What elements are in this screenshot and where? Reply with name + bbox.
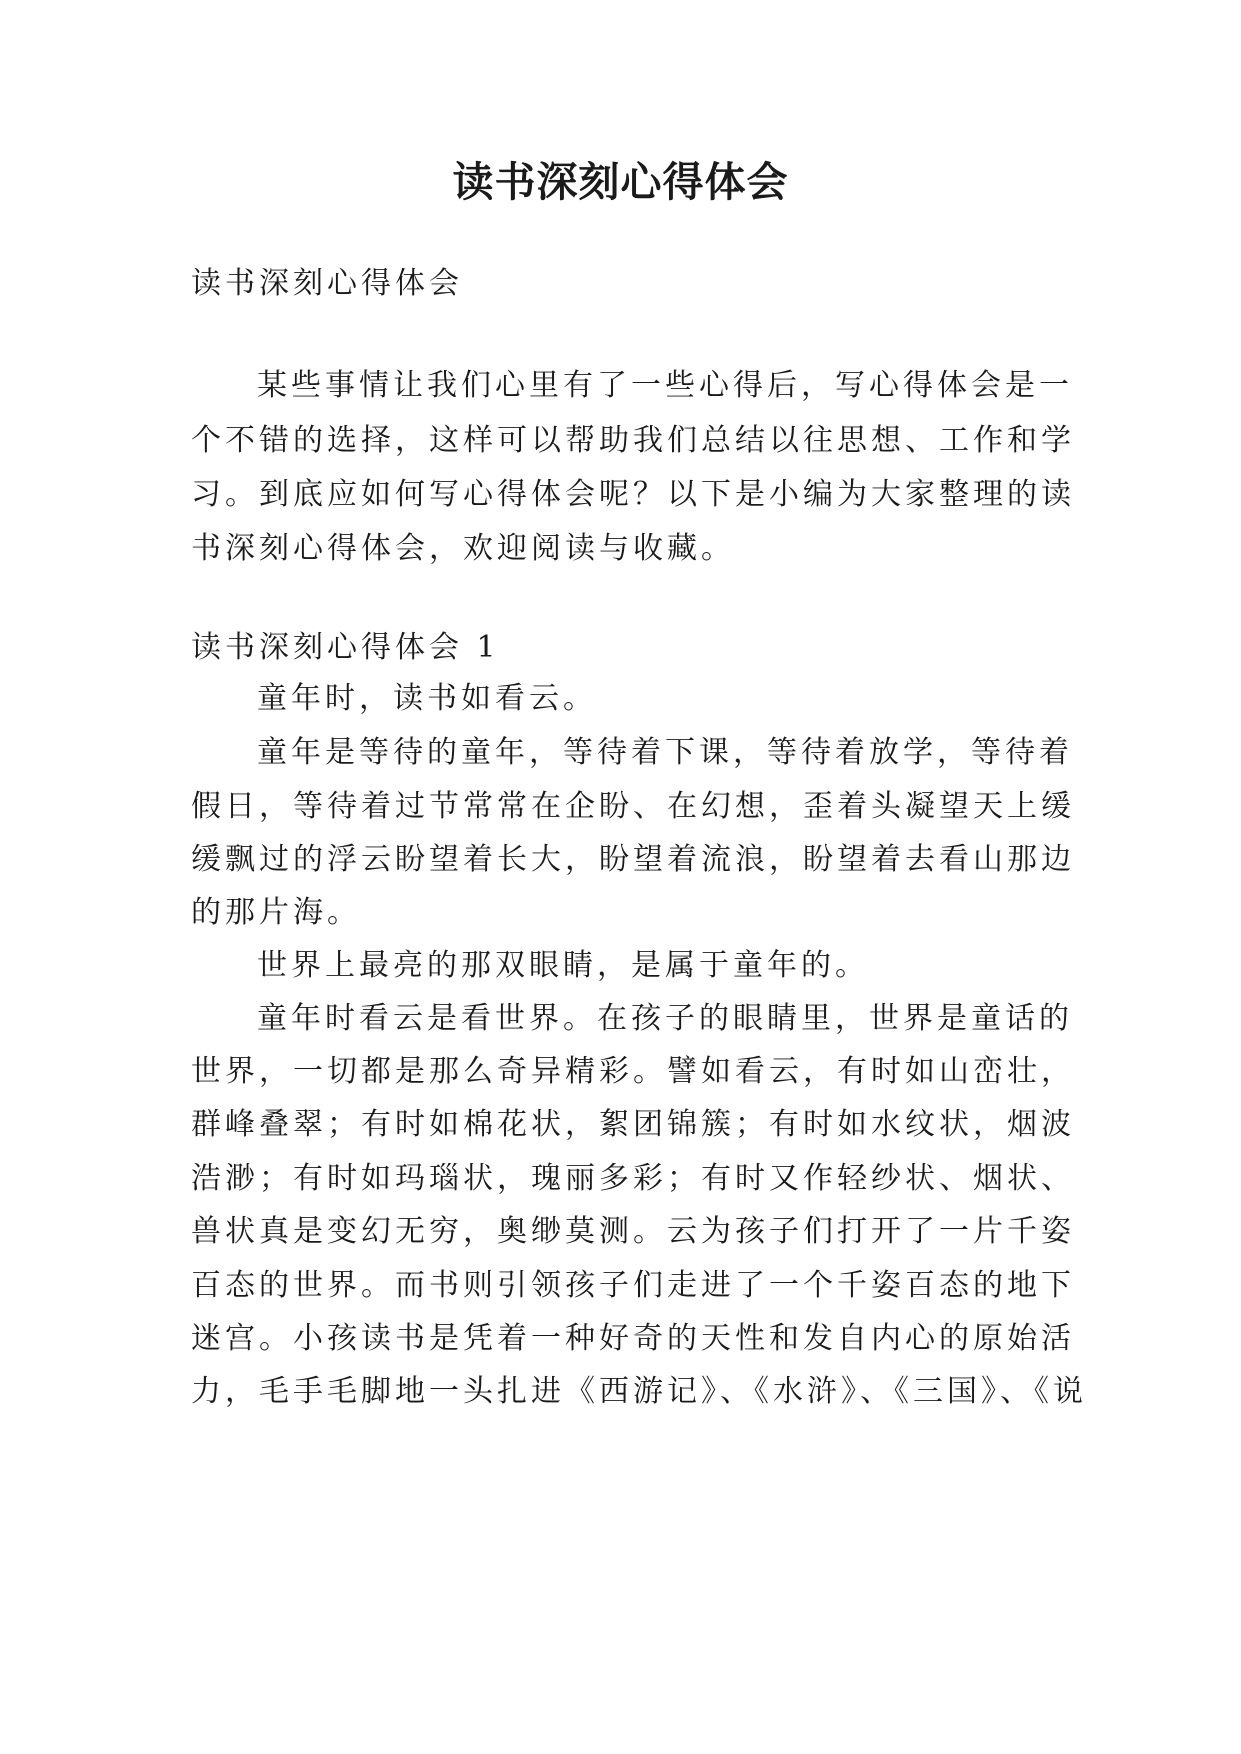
body-line: 百态的世界。而书则引领孩子们走进了一个千姿百态的地下 [191,1268,1075,1303]
body-line: 兽状真是变幻无穷，奥缈莫测。云为孩子们打开了一片千姿 [191,1214,1075,1249]
intro-line: 个不错的选择，这样可以帮助我们总结以往思想、工作和学 [191,423,1075,458]
section-heading: 读书深刻心得体会 1 [191,630,500,665]
body-line: 缓飘过的浮云盼望着长大，盼望着流浪，盼望着去看山那边 [191,842,1075,877]
body-line: 迷宫。小孩读书是凭着一种好奇的天性和发自内心的原始活 [191,1321,1075,1356]
body-line: 世界，一切都是那么奇异精彩。譬如看云，有时如山峦壮， [191,1054,1075,1089]
document-title: 读书深刻心得体会 [452,158,789,206]
body-line: 童年时看云是看世界。在孩子的眼睛里，世界是童话的 [257,1001,1073,1036]
document-subtitle: 读书深刻心得体会 [191,266,463,301]
body-line: 童年是等待的童年，等待着下课，等待着放学，等待着 [257,735,1073,770]
body-line: 童年时，读书如看云。 [257,681,597,716]
intro-line: 某些事情让我们心里有了一些心得后，写心得体会是一 [257,368,1073,403]
body-line: 群峰叠翠；有时如棉花状，絮团锦簇；有时如水纹状，烟波 [191,1107,1075,1142]
intro-line: 习。到底应如何写心得体会呢？以下是小编为大家整理的读 [191,477,1075,512]
body-line: 世界上最亮的那双眼睛，是属于童年的。 [257,948,869,983]
body-line: 浩渺；有时如玛瑙状，瑰丽多彩；有时又作轻纱状、烟状、 [191,1161,1075,1196]
body-line: 力，毛手毛脚地一头扎进《西游记》、《水浒》、《三国》、《说 [191,1374,1087,1409]
intro-line: 书深刻心得体会，欢迎阅读与收藏。 [191,531,735,566]
body-line: 的那片海。 [191,895,361,930]
body-line: 假日，等待着过节常常在企盼、在幻想，歪着头凝望天上缓 [191,789,1075,824]
